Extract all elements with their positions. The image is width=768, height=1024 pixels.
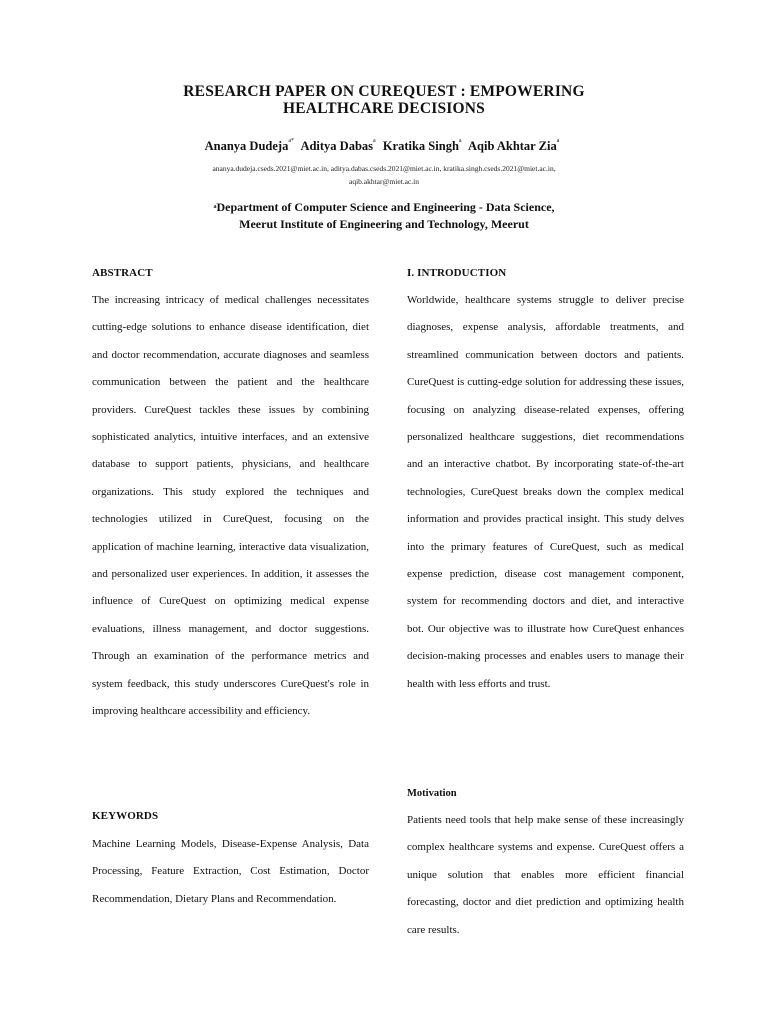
motivation-heading: Motivation bbox=[407, 788, 457, 799]
emails-line-2: aqib.akhtar@miet.ac.in bbox=[348, 177, 419, 186]
author-name: Aditya Dabas bbox=[300, 139, 374, 153]
author-affiliation-mark: a bbox=[556, 138, 560, 144]
introduction-heading: I. INTRODUCTION bbox=[407, 267, 507, 279]
affiliation-line-2: Meerut Institute of Engineering and Technology, Meerut bbox=[239, 217, 529, 231]
author-emails bbox=[184, 162, 584, 188]
keywords-heading: KEYWORDS bbox=[92, 810, 159, 822]
affiliation-dept: Department of Computer Science and Engineering - Data Science, bbox=[216, 200, 555, 214]
author-affiliation-mark: a bbox=[373, 138, 376, 144]
introduction-text: Worldwide, healthcare systems struggle to deliver precise diagnoses, expense analysis, affordable treatments, and streamlined communication between doctors and patients. CureQuest is cutting-edge solution for addressing these issues, focusing on analyzing disease-related expenses, offering personalized healthcare suggestions, diet recommendations and an interactive chatbot. By incorporating state-of-the-art technologies, CureQuest breaks down the complex medical information and provides practical insight. This study delves into the primary features of CureQuest, such as medical expense prediction, disease cost management component, system for recommending doctors and diet, and interactive bot. Our objective was to illustrate how CureQuest enhances decision-making processes and enables users to manage their health with less efforts and trust. bbox=[407, 294, 684, 690]
affiliation bbox=[134, 199, 634, 233]
author-name: Kratika Singh bbox=[382, 139, 459, 153]
author-affiliation-mark: a* bbox=[288, 138, 294, 144]
title-line-1: RESEARCH PAPER ON CUREQUEST : EMPOWERING bbox=[183, 83, 585, 100]
author-name: Ananya Dudeja bbox=[204, 139, 289, 153]
emails-line-1: ananya.dudeja.cseds.2021@miet.ac.in, aditya.dabas.cseds.2021@miet.ac.in, kratika.singh.cseds.2021@miet.ac.in, bbox=[212, 164, 556, 173]
author-affiliation-mark: a bbox=[458, 138, 462, 144]
author-list bbox=[84, 139, 684, 154]
motivation-text: Patients need tools that help make sense of these increasingly complex healthcare systems and expense. CureQuest offers a unique solution that enables more efficient financial forecasting, doctor and diet prediction and optimizing health care results. bbox=[407, 814, 684, 936]
author bbox=[468, 139, 559, 153]
affiliation-line-1 bbox=[134, 199, 634, 216]
title-line-2: HEALTHCARE DECISIONS bbox=[283, 100, 485, 117]
abstract-text: The increasing intricacy of medical challenges necessitates cutting-edge solutions to enhance disease identification, diet and doctor recommendation, accurate diagnoses and seamless communication between the patient and the healthcare providers. CureQuest tackles these issues by combining sophisticated analytics, intuitive interfaces, and an extensive database to support patients, physicians, and healthcare organizations. This study explored the techniques and technologies utilized in CureQuest, focusing on the application of machine learning, interactive data visualization, and personalized user experiences. In addition, it assesses the influence of CureQuest on optimizing medical expense evaluations, illness management, and doctor suggestions. Through an examination of the performance metrics and system feedback, this study underscores CureQuest's role in improving healthcare accessibility and efficiency. bbox=[92, 294, 369, 718]
affiliation-mark: a bbox=[213, 204, 217, 210]
author bbox=[383, 139, 462, 153]
paper-title bbox=[84, 83, 684, 117]
keywords-text: Machine Learning Models, Disease-Expense Analysis, Data Processing, Feature Extraction, Cost Estimation, Doctor Recommendation, Dietary Plans and Recommendation. bbox=[92, 838, 369, 905]
author-name: Aqib Akhtar Zia bbox=[468, 139, 557, 153]
abstract-heading: ABSTRACT bbox=[92, 267, 153, 279]
author bbox=[205, 139, 294, 153]
author bbox=[300, 139, 375, 153]
